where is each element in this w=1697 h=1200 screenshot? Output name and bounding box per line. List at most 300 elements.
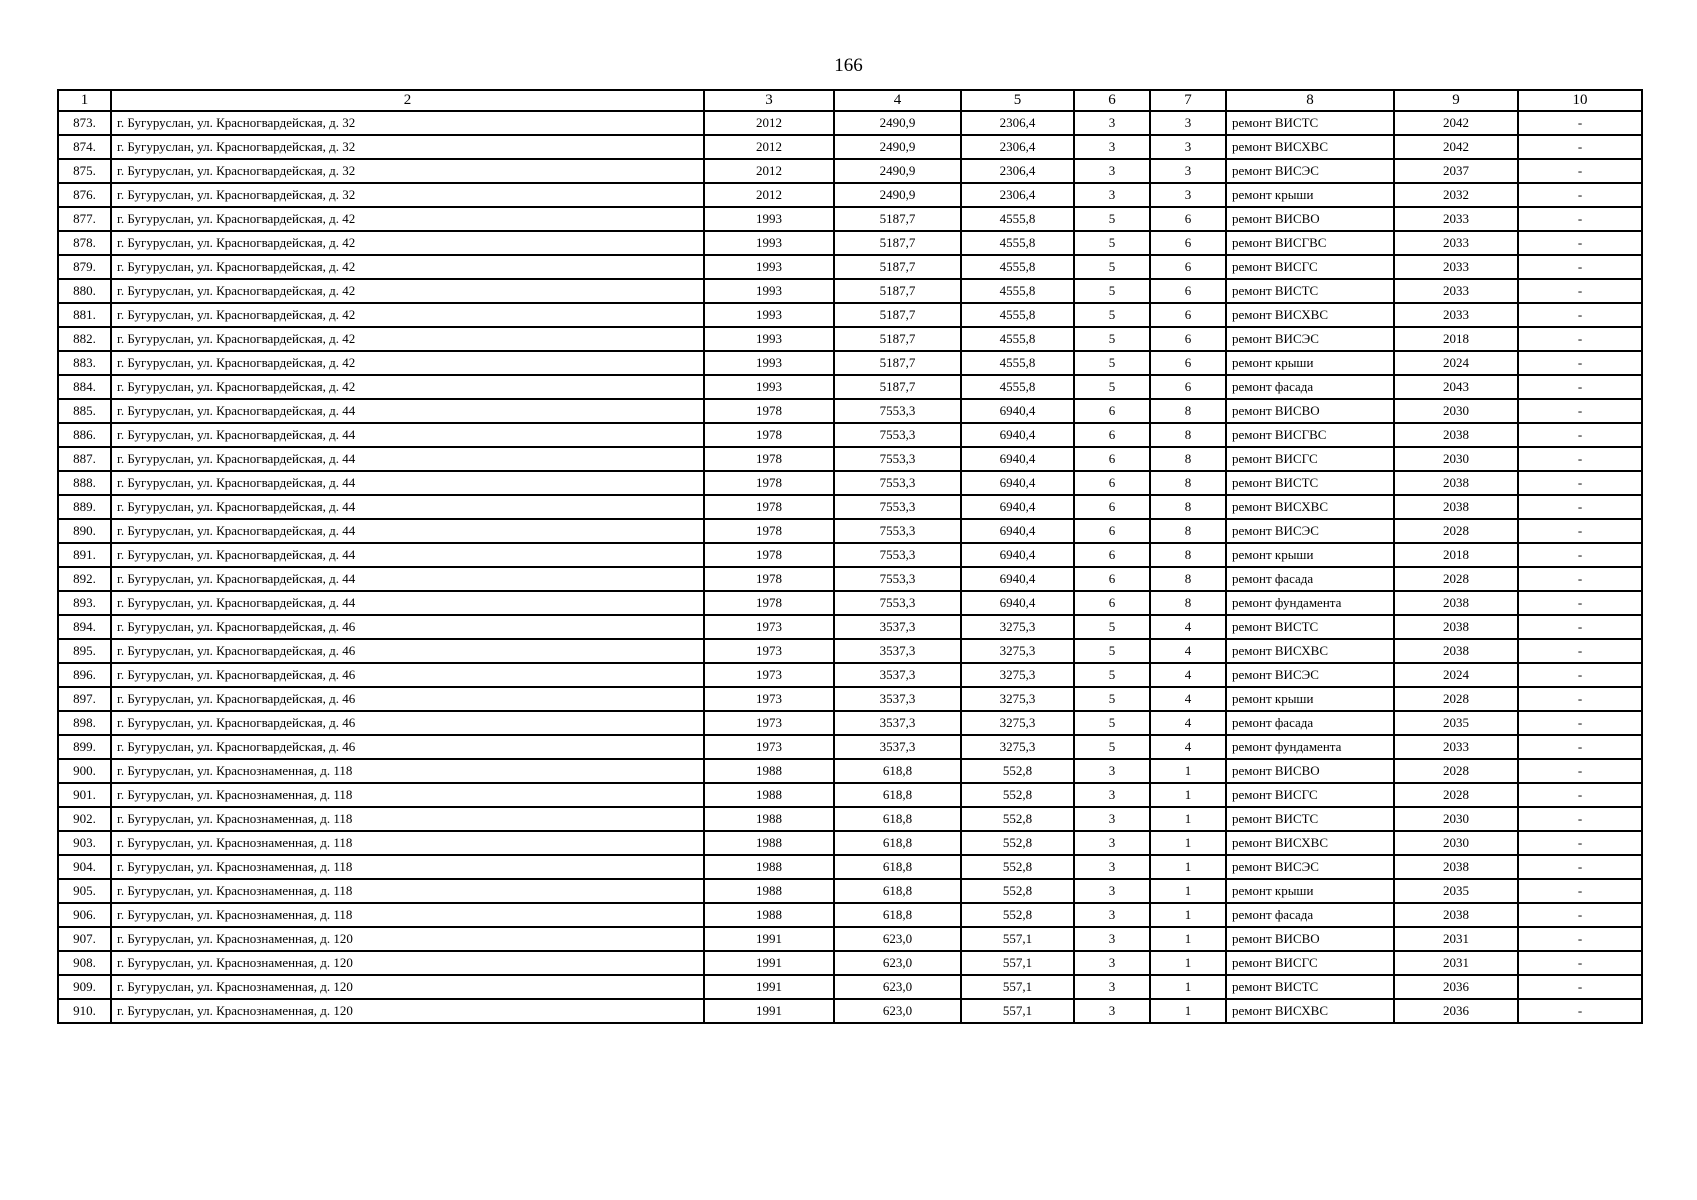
entrances-cell: 6 [1150,255,1226,279]
living-area-cell: 2306,4 [961,111,1074,135]
row-number-cell: 889. [58,495,111,519]
table-row [58,663,1642,687]
address-cell: г. Бугуруслан, ул. Краснознаменная, д. 118 [111,855,704,879]
floors-cell: 6 [1074,519,1150,543]
work-type-cell: ремонт фасада [1226,711,1394,735]
row-number-cell: 901. [58,783,111,807]
row-number-cell: 903. [58,831,111,855]
total-area-cell: 3537,3 [834,735,961,759]
living-area-cell: 6940,4 [961,495,1074,519]
total-area-cell: 3537,3 [834,711,961,735]
note-cell: - [1518,543,1642,567]
note-cell: - [1518,975,1642,999]
living-area-cell: 4555,8 [961,279,1074,303]
table-row [58,471,1642,495]
floors-cell: 3 [1074,975,1150,999]
planned-year-cell: 2038 [1394,615,1518,639]
note-cell: - [1518,831,1642,855]
entrances-cell: 6 [1150,375,1226,399]
table-row [58,759,1642,783]
year-cell: 1993 [704,327,834,351]
address-cell: г. Бугуруслан, ул. Красногвардейская, д. 46 [111,735,704,759]
total-area-cell: 2490,9 [834,111,961,135]
row-number-cell: 895. [58,639,111,663]
total-area-cell: 2490,9 [834,159,961,183]
year-cell: 1973 [704,735,834,759]
total-area-cell: 7553,3 [834,447,961,471]
table-row [58,207,1642,231]
year-cell: 1993 [704,207,834,231]
living-area-cell: 4555,8 [961,207,1074,231]
address-cell: г. Бугуруслан, ул. Краснознаменная, д. 118 [111,783,704,807]
row-number-cell: 877. [58,207,111,231]
address-cell: г. Бугуруслан, ул. Красногвардейская, д. 44 [111,519,704,543]
address-cell: г. Бугуруслан, ул. Красногвардейская, д. 42 [111,327,704,351]
year-cell: 1988 [704,807,834,831]
note-cell: - [1518,735,1642,759]
entrances-cell: 1 [1150,879,1226,903]
table-row [58,951,1642,975]
work-type-cell: ремонт ВИСТС [1226,615,1394,639]
floors-cell: 5 [1074,375,1150,399]
note-cell: - [1518,903,1642,927]
planned-year-cell: 2033 [1394,735,1518,759]
total-area-cell: 3537,3 [834,615,961,639]
floors-cell: 3 [1074,159,1150,183]
table-row [58,375,1642,399]
living-area-cell: 552,8 [961,903,1074,927]
total-area-cell: 3537,3 [834,639,961,663]
living-area-cell: 6940,4 [961,519,1074,543]
floors-cell: 3 [1074,783,1150,807]
note-cell: - [1518,759,1642,783]
entrances-cell: 1 [1150,903,1226,927]
row-number-cell: 888. [58,471,111,495]
total-area-cell: 7553,3 [834,423,961,447]
total-area-cell: 623,0 [834,999,961,1023]
floors-cell: 3 [1074,807,1150,831]
note-cell: - [1518,999,1642,1023]
floors-cell: 5 [1074,279,1150,303]
floors-cell: 6 [1074,471,1150,495]
work-type-cell: ремонт фасада [1226,375,1394,399]
living-area-cell: 6940,4 [961,423,1074,447]
work-type-cell: ремонт ВИСТС [1226,975,1394,999]
work-type-cell: ремонт фундамента [1226,735,1394,759]
entrances-cell: 3 [1150,159,1226,183]
address-cell: г. Бугуруслан, ул. Красногвардейская, д. 32 [111,111,704,135]
total-area-cell: 3537,3 [834,687,961,711]
table-row [58,735,1642,759]
living-area-cell: 552,8 [961,831,1074,855]
total-area-cell: 5187,7 [834,279,961,303]
address-cell: г. Бугуруслан, ул. Краснознаменная, д. 120 [111,975,704,999]
address-cell: г. Бугуруслан, ул. Красногвардейская, д. 42 [111,375,704,399]
address-cell: г. Бугуруслан, ул. Красногвардейская, д. 46 [111,687,704,711]
entrances-cell: 1 [1150,783,1226,807]
entrances-cell: 3 [1150,135,1226,159]
living-area-cell: 552,8 [961,807,1074,831]
planned-year-cell: 2028 [1394,519,1518,543]
table-row [58,639,1642,663]
floors-cell: 6 [1074,399,1150,423]
work-type-cell: ремонт ВИСГС [1226,783,1394,807]
work-type-cell: ремонт ВИСЭС [1226,159,1394,183]
total-area-cell: 7553,3 [834,519,961,543]
total-area-cell: 5187,7 [834,351,961,375]
note-cell: - [1518,111,1642,135]
entrances-cell: 6 [1150,327,1226,351]
floors-cell: 5 [1074,207,1150,231]
total-area-cell: 618,8 [834,831,961,855]
work-type-cell: ремонт ВИСЭС [1226,663,1394,687]
total-area-cell: 5187,7 [834,327,961,351]
table-row [58,423,1642,447]
row-number-cell: 883. [58,351,111,375]
living-area-cell: 3275,3 [961,711,1074,735]
total-area-cell: 7553,3 [834,543,961,567]
floors-cell: 5 [1074,351,1150,375]
entrances-cell: 8 [1150,519,1226,543]
total-area-cell: 623,0 [834,927,961,951]
year-cell: 1973 [704,663,834,687]
note-cell: - [1518,351,1642,375]
note-cell: - [1518,303,1642,327]
address-cell: г. Бугуруслан, ул. Красногвардейская, д. 46 [111,615,704,639]
header-cell: 5 [961,90,1074,111]
table-row [58,519,1642,543]
living-area-cell: 3275,3 [961,663,1074,687]
year-cell: 1978 [704,519,834,543]
address-cell: г. Бугуруслан, ул. Красногвардейская, д. 46 [111,711,704,735]
total-area-cell: 5187,7 [834,231,961,255]
planned-year-cell: 2035 [1394,879,1518,903]
planned-year-cell: 2032 [1394,183,1518,207]
entrances-cell: 6 [1150,303,1226,327]
work-type-cell: ремонт ВИСГС [1226,951,1394,975]
total-area-cell: 5187,7 [834,375,961,399]
year-cell: 1988 [704,831,834,855]
total-area-cell: 618,8 [834,855,961,879]
living-area-cell: 3275,3 [961,615,1074,639]
note-cell: - [1518,447,1642,471]
table-row [58,687,1642,711]
row-number-cell: 908. [58,951,111,975]
planned-year-cell: 2035 [1394,711,1518,735]
total-area-cell: 623,0 [834,975,961,999]
year-cell: 1993 [704,255,834,279]
floors-cell: 3 [1074,951,1150,975]
floors-cell: 3 [1074,927,1150,951]
address-cell: г. Бугуруслан, ул. Красногвардейская, д. 42 [111,351,704,375]
work-type-cell: ремонт крыши [1226,879,1394,903]
floors-cell: 3 [1074,879,1150,903]
living-area-cell: 4555,8 [961,231,1074,255]
planned-year-cell: 2042 [1394,111,1518,135]
floors-cell: 3 [1074,111,1150,135]
planned-year-cell: 2030 [1394,807,1518,831]
total-area-cell: 5187,7 [834,207,961,231]
total-area-cell: 7553,3 [834,399,961,423]
address-cell: г. Бугуруслан, ул. Краснознаменная, д. 120 [111,927,704,951]
living-area-cell: 6940,4 [961,543,1074,567]
work-type-cell: ремонт крыши [1226,351,1394,375]
address-cell: г. Бугуруслан, ул. Краснознаменная, д. 118 [111,807,704,831]
work-type-cell: ремонт ВИСХВС [1226,831,1394,855]
year-cell: 1978 [704,543,834,567]
address-cell: г. Бугуруслан, ул. Красногвардейская, д. 32 [111,183,704,207]
work-type-cell: ремонт ВИСГС [1226,255,1394,279]
entrances-cell: 1 [1150,951,1226,975]
planned-year-cell: 2038 [1394,495,1518,519]
row-number-cell: 876. [58,183,111,207]
header-cell: 3 [704,90,834,111]
page-number: 166 [834,55,863,76]
planned-year-cell: 2033 [1394,303,1518,327]
work-type-cell: ремонт ВИСВО [1226,399,1394,423]
row-number-cell: 897. [58,687,111,711]
table-row [58,975,1642,999]
header-cell: 4 [834,90,961,111]
total-area-cell: 3537,3 [834,663,961,687]
total-area-cell: 618,8 [834,903,961,927]
header-cell: 1 [58,90,111,111]
entrances-cell: 4 [1150,639,1226,663]
planned-year-cell: 2018 [1394,327,1518,351]
living-area-cell: 6940,4 [961,591,1074,615]
note-cell: - [1518,951,1642,975]
note-cell: - [1518,663,1642,687]
year-cell: 1993 [704,231,834,255]
work-type-cell: ремонт ВИСТС [1226,471,1394,495]
row-number-cell: 886. [58,423,111,447]
table-row [58,879,1642,903]
note-cell: - [1518,711,1642,735]
floors-cell: 6 [1074,543,1150,567]
note-cell: - [1518,375,1642,399]
year-cell: 1988 [704,855,834,879]
row-number-cell: 878. [58,231,111,255]
entrances-cell: 8 [1150,567,1226,591]
row-number-cell: 887. [58,447,111,471]
header-cell: 2 [111,90,704,111]
header-cell: 8 [1226,90,1394,111]
planned-year-cell: 2038 [1394,471,1518,495]
planned-year-cell: 2024 [1394,663,1518,687]
work-type-cell: ремонт ВИСВО [1226,927,1394,951]
year-cell: 1991 [704,975,834,999]
entrances-cell: 4 [1150,711,1226,735]
entrances-cell: 6 [1150,231,1226,255]
row-number-cell: 890. [58,519,111,543]
row-number-cell: 891. [58,543,111,567]
note-cell: - [1518,615,1642,639]
header-cell: 10 [1518,90,1642,111]
total-area-cell: 7553,3 [834,567,961,591]
row-number-cell: 906. [58,903,111,927]
year-cell: 1991 [704,927,834,951]
address-cell: г. Бугуруслан, ул. Красногвардейская, д. 42 [111,279,704,303]
address-cell: г. Бугуруслан, ул. Краснознаменная, д. 118 [111,831,704,855]
work-type-cell: ремонт ВИСГС [1226,447,1394,471]
note-cell: - [1518,279,1642,303]
entrances-cell: 1 [1150,999,1226,1023]
note-cell: - [1518,471,1642,495]
row-number-cell: 910. [58,999,111,1023]
work-type-cell: ремонт ВИСТС [1226,807,1394,831]
entrances-cell: 8 [1150,471,1226,495]
row-number-cell: 907. [58,927,111,951]
year-cell: 1988 [704,783,834,807]
total-area-cell: 7553,3 [834,495,961,519]
note-cell: - [1518,783,1642,807]
table-row [58,711,1642,735]
work-type-cell: ремонт ВИСЭС [1226,327,1394,351]
entrances-cell: 6 [1150,351,1226,375]
note-cell: - [1518,183,1642,207]
living-area-cell: 552,8 [961,879,1074,903]
planned-year-cell: 2038 [1394,591,1518,615]
work-type-cell: ремонт ВИСХВС [1226,639,1394,663]
floors-cell: 3 [1074,903,1150,927]
row-number-cell: 898. [58,711,111,735]
note-cell: - [1518,687,1642,711]
entrances-cell: 8 [1150,423,1226,447]
address-cell: г. Бугуруслан, ул. Красногвардейская, д. 44 [111,399,704,423]
table-row [58,351,1642,375]
floors-cell: 6 [1074,567,1150,591]
total-area-cell: 5187,7 [834,255,961,279]
row-number-cell: 880. [58,279,111,303]
address-cell: г. Бугуруслан, ул. Красногвардейская, д. 44 [111,495,704,519]
note-cell: - [1518,327,1642,351]
planned-year-cell: 2038 [1394,903,1518,927]
living-area-cell: 3275,3 [961,639,1074,663]
planned-year-cell: 2030 [1394,399,1518,423]
work-type-cell: ремонт ВИСГВС [1226,231,1394,255]
entrances-cell: 1 [1150,855,1226,879]
year-cell: 1973 [704,615,834,639]
row-number-cell: 873. [58,111,111,135]
note-cell: - [1518,591,1642,615]
entrances-cell: 4 [1150,735,1226,759]
note-cell: - [1518,159,1642,183]
year-cell: 1978 [704,495,834,519]
note-cell: - [1518,639,1642,663]
work-type-cell: ремонт ВИСЭС [1226,855,1394,879]
work-type-cell: ремонт ВИСТС [1226,111,1394,135]
table-row [58,807,1642,831]
row-number-cell: 902. [58,807,111,831]
table-row [58,447,1642,471]
work-type-cell: ремонт крыши [1226,183,1394,207]
year-cell: 2012 [704,159,834,183]
floors-cell: 5 [1074,639,1150,663]
planned-year-cell: 2028 [1394,687,1518,711]
living-area-cell: 4555,8 [961,351,1074,375]
year-cell: 1988 [704,903,834,927]
table-row [58,927,1642,951]
note-cell: - [1518,207,1642,231]
note-cell: - [1518,567,1642,591]
row-number-cell: 884. [58,375,111,399]
total-area-cell: 7553,3 [834,471,961,495]
entrances-cell: 1 [1150,927,1226,951]
year-cell: 1991 [704,999,834,1023]
row-number-cell: 881. [58,303,111,327]
total-area-cell: 618,8 [834,759,961,783]
row-number-cell: 900. [58,759,111,783]
total-area-cell: 2490,9 [834,183,961,207]
year-cell: 1973 [704,711,834,735]
year-cell: 1978 [704,399,834,423]
year-cell: 1973 [704,687,834,711]
entrances-cell: 4 [1150,687,1226,711]
entrances-cell: 6 [1150,207,1226,231]
table-row [58,255,1642,279]
planned-year-cell: 2036 [1394,975,1518,999]
planned-year-cell: 2028 [1394,783,1518,807]
note-cell: - [1518,879,1642,903]
living-area-cell: 3275,3 [961,735,1074,759]
planned-year-cell: 2036 [1394,999,1518,1023]
work-type-cell: ремонт фундамента [1226,591,1394,615]
planned-year-cell: 2018 [1394,543,1518,567]
planned-year-cell: 2033 [1394,207,1518,231]
table-row [58,279,1642,303]
address-cell: г. Бугуруслан, ул. Красногвардейская, д. 32 [111,135,704,159]
table-row [58,327,1642,351]
year-cell: 1993 [704,375,834,399]
living-area-cell: 557,1 [961,975,1074,999]
address-cell: г. Бугуруслан, ул. Краснознаменная, д. 118 [111,759,704,783]
row-number-cell: 899. [58,735,111,759]
total-area-cell: 618,8 [834,783,961,807]
address-cell: г. Бугуруслан, ул. Краснознаменная, д. 118 [111,903,704,927]
note-cell: - [1518,423,1642,447]
floors-cell: 5 [1074,663,1150,687]
table-row [58,183,1642,207]
living-area-cell: 557,1 [961,927,1074,951]
work-type-cell: ремонт ВИСХВС [1226,999,1394,1023]
address-cell: г. Бугуруслан, ул. Красногвардейская, д. 42 [111,303,704,327]
note-cell: - [1518,927,1642,951]
work-type-cell: ремонт крыши [1226,543,1394,567]
living-area-cell: 4555,8 [961,375,1074,399]
floors-cell: 6 [1074,495,1150,519]
table-row [58,831,1642,855]
planned-year-cell: 2037 [1394,159,1518,183]
floors-cell: 3 [1074,855,1150,879]
floors-cell: 5 [1074,327,1150,351]
floors-cell: 5 [1074,231,1150,255]
note-cell: - [1518,135,1642,159]
address-cell: г. Бугуруслан, ул. Красногвардейская, д. 44 [111,567,704,591]
entrances-cell: 1 [1150,759,1226,783]
year-cell: 1978 [704,447,834,471]
living-area-cell: 557,1 [961,999,1074,1023]
table-row [58,783,1642,807]
floors-cell: 3 [1074,999,1150,1023]
address-cell: г. Бугуруслан, ул. Краснознаменная, д. 120 [111,951,704,975]
address-cell: г. Бугуруслан, ул. Красногвардейская, д. 44 [111,591,704,615]
work-type-cell: ремонт ВИСТС [1226,279,1394,303]
work-type-cell: ремонт фасада [1226,567,1394,591]
address-cell: г. Бугуруслан, ул. Красногвардейская, д. 32 [111,159,704,183]
entrances-cell: 8 [1150,543,1226,567]
living-area-cell: 552,8 [961,759,1074,783]
row-number-cell: 885. [58,399,111,423]
